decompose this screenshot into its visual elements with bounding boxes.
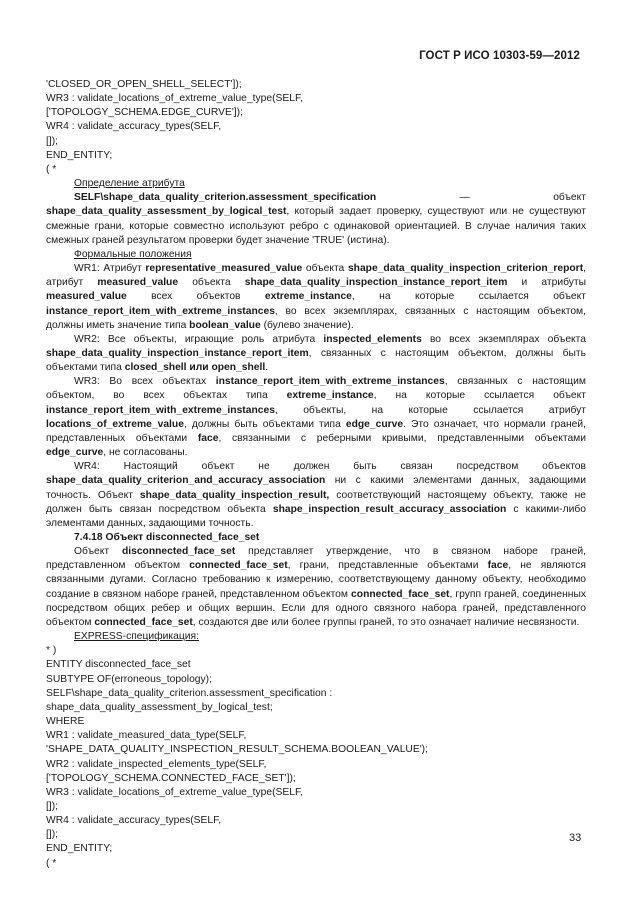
- code-line: WR3 : validate_locations_of_extreme_value_type(SELF,: [46, 786, 303, 798]
- page-number: 33: [569, 832, 582, 844]
- text-run: shape_inspection_result_accuracy_association: [272, 503, 507, 515]
- code-line: []);: [46, 135, 59, 147]
- text-run: WR3: Во всех объектах: [74, 376, 216, 388]
- wr1-paragraph: [46, 262, 586, 333]
- code-line: WR4 : validate_accuracy_types(SELF,: [46, 121, 222, 133]
- text-run: shape_data_quality_criterion_and_accuracy_association: [46, 475, 326, 487]
- text-run: , создаются две или более группы граней, то это означает наличие несвязности.: [192, 616, 580, 628]
- code-line: END_ENTITY;: [46, 149, 113, 161]
- wr4-paragraph: [46, 460, 586, 531]
- text-run: shape_data_quality_inspection_result,: [139, 489, 330, 501]
- code-line: WR1 : validate_measured_data_type(SELF,: [46, 730, 247, 742]
- text-run: shape_data_quality_assessment_by_logical_test: [46, 206, 287, 218]
- text-run: , связанных с настоящим объектом, должны быть объектами типа: [46, 347, 586, 374]
- code-line: []);: [46, 800, 59, 812]
- attribute-definition-heading: Определение атрибута: [74, 178, 185, 190]
- text-run: , связанных с настоящим объектом, во всех объектах типа: [46, 376, 586, 402]
- text-run: представляет утверждение, что в связном наборе граней, представленном объектом: [46, 546, 586, 572]
- text-run: measured_value: [46, 291, 127, 303]
- code-line: SUBTYPE OF(erroneous_topology);: [46, 673, 212, 685]
- text-run: instance_report_item_with_extreme_instances: [215, 376, 445, 388]
- code-line: WR3 : validate_locations_of_extreme_value_type(SELF,: [46, 93, 303, 105]
- text-run: , грани, представленные объектами: [287, 560, 488, 572]
- code-line: * ): [46, 645, 57, 657]
- text-run: , который задает проверку, существуют или не существуют смежные грани, которые совместно используют ребро с одинаковой ориентацией. В случае наличия таких смежных граней результатом проверки будет значение 'TRUE' (истина).: [46, 206, 586, 246]
- code-line: WR4 : validate_accuracy_types(SELF,: [46, 815, 222, 827]
- code-line: []);: [46, 829, 59, 841]
- code-line: ( *: [46, 163, 57, 175]
- code-line: SELF\shape_data_quality_criterion.assessment_specification :: [46, 687, 333, 699]
- text-run: WR1: Атрибут: [74, 263, 146, 275]
- text-run: , атрибут: [46, 263, 586, 289]
- text-run: connected_face_set: [351, 588, 450, 600]
- text-run: connected_face_set: [189, 560, 288, 572]
- text-run: , объекты, на которые ссылается атрибут: [274, 404, 586, 416]
- code-line: WHERE: [46, 716, 85, 728]
- text-run: , не являются связанными дугами. Согласно требованию к измерению, соответствующему данному объекту, необходимо создание в связном наборе граней, представленном объектом: [46, 560, 586, 600]
- text-run: WR4: Настоящий объект не должен быть связан посредством объектов: [74, 461, 586, 473]
- text-run: disconnected_face_set: [121, 546, 236, 558]
- text-run: WR2: Все объекты, играющие роль атрибута: [74, 333, 324, 345]
- text-run: объекта: [302, 263, 348, 275]
- text-run: .: [265, 362, 269, 374]
- text-run: representative_measured_value: [145, 263, 303, 275]
- text-run: всех объектов: [126, 291, 265, 303]
- text-run: edge_curve: [46, 447, 104, 459]
- code-block-2: [46, 644, 586, 871]
- text-run: ни с какими элементами данных, задающими точность. Объект: [46, 475, 586, 501]
- code-line: ENTITY disconnected_face_set: [46, 659, 191, 671]
- text-run: extreme_instance: [264, 291, 352, 303]
- text-run: shape_data_quality_inspection_instance_report_item: [244, 277, 508, 289]
- text-run: , не согласованы.: [103, 447, 188, 459]
- text-run: extreme_instance: [286, 390, 374, 402]
- text-run: instance_report_item_with_extreme_instances: [46, 404, 275, 416]
- code-line: END_ENTITY;: [46, 843, 113, 855]
- text-run: connected_face_set: [94, 616, 193, 628]
- section-paragraph: [46, 545, 586, 630]
- text-run: locations_of_extreme_value: [46, 418, 184, 430]
- text-run: , на которые ссылается объект: [373, 390, 586, 402]
- code-line: ['TOPOLOGY_SCHEMA.EDGE_CURVE']);: [46, 107, 243, 119]
- code-line: WR2 : validate_inspected_elements_type(SELF,: [46, 758, 267, 770]
- code-line: shape_data_quality_assessment_by_logical_test;: [46, 701, 273, 713]
- text-run: edge_curve: [345, 418, 404, 430]
- text-run: — объект: [376, 192, 586, 204]
- text-run: , во всех экземплярах, связанных с настоящим объектом, должны иметь значение типа: [46, 305, 586, 331]
- text-run: во всех экземплярах объекта: [421, 333, 586, 345]
- express-spec-heading: EXPRESS-спецификация:: [74, 631, 199, 643]
- text-run: instance_report_item_with_extreme_instances: [46, 305, 275, 317]
- text-run: объекта: [178, 277, 245, 289]
- text-run: , связанными с реберными кривыми, представленными объектами: [218, 432, 586, 444]
- text-run: , групп граней, соединенных посредством общих ребер и общих вершин. Если для одного связного набора граней, представленного объектом: [46, 588, 587, 628]
- text-run: соответствующий настоящему объекту, также не должен быть связан посредством объекта: [46, 489, 586, 515]
- text-run: closed_shell или open_shell: [124, 362, 266, 374]
- text-run: . Это означает, что нормали граней, представленных объектами: [46, 418, 586, 444]
- code-line: ['TOPOLOGY_SCHEMA.CONNECTED_FACE_SET']);: [46, 772, 296, 784]
- text-run: , должны быть объектами типа: [183, 418, 346, 430]
- attribute-definition-paragraph: [46, 191, 586, 248]
- text-run: shape_data_quality_inspection_criterion_report: [347, 263, 584, 275]
- text-run: face: [197, 432, 219, 444]
- page-content: [46, 78, 586, 871]
- section-heading: 7.4.18 Объект disconnected_face_set: [74, 532, 260, 543]
- code-block-1: [46, 78, 586, 177]
- wr2-paragraph: [46, 333, 586, 375]
- code-line: ( *: [46, 857, 57, 869]
- text-run: Объект: [74, 546, 122, 558]
- text-run: SELF\shape_data_quality_criterion.assessment_specification: [74, 192, 377, 204]
- text-run: boolean_value: [189, 319, 261, 331]
- text-run: , на которые ссылается объект: [351, 291, 586, 303]
- text-run: measured_value: [97, 277, 179, 289]
- text-run: inspected_elements: [323, 333, 422, 345]
- formal-propositions-heading: Формальные положения: [74, 248, 192, 260]
- wr3-paragraph: [46, 375, 586, 460]
- text-run: с какими-либо элементами данных, задающими точность.: [46, 503, 586, 529]
- code-line: 'CLOSED_OR_OPEN_SHELL_SELECT']);: [46, 79, 242, 90]
- text-run: shape_data_quality_inspection_instance_report_item: [46, 347, 309, 359]
- text-run: (булево значение).: [260, 319, 354, 331]
- text-run: и атрибуты: [507, 277, 587, 289]
- code-line: 'SHAPE_DATA_QUALITY_INSPECTION_RESULT_SCHEMA.BOOLEAN_VALUE');: [46, 744, 428, 756]
- text-run: face: [487, 560, 509, 572]
- standard-header: ГОСТ Р ИСО 10303-59—2012: [419, 50, 580, 62]
